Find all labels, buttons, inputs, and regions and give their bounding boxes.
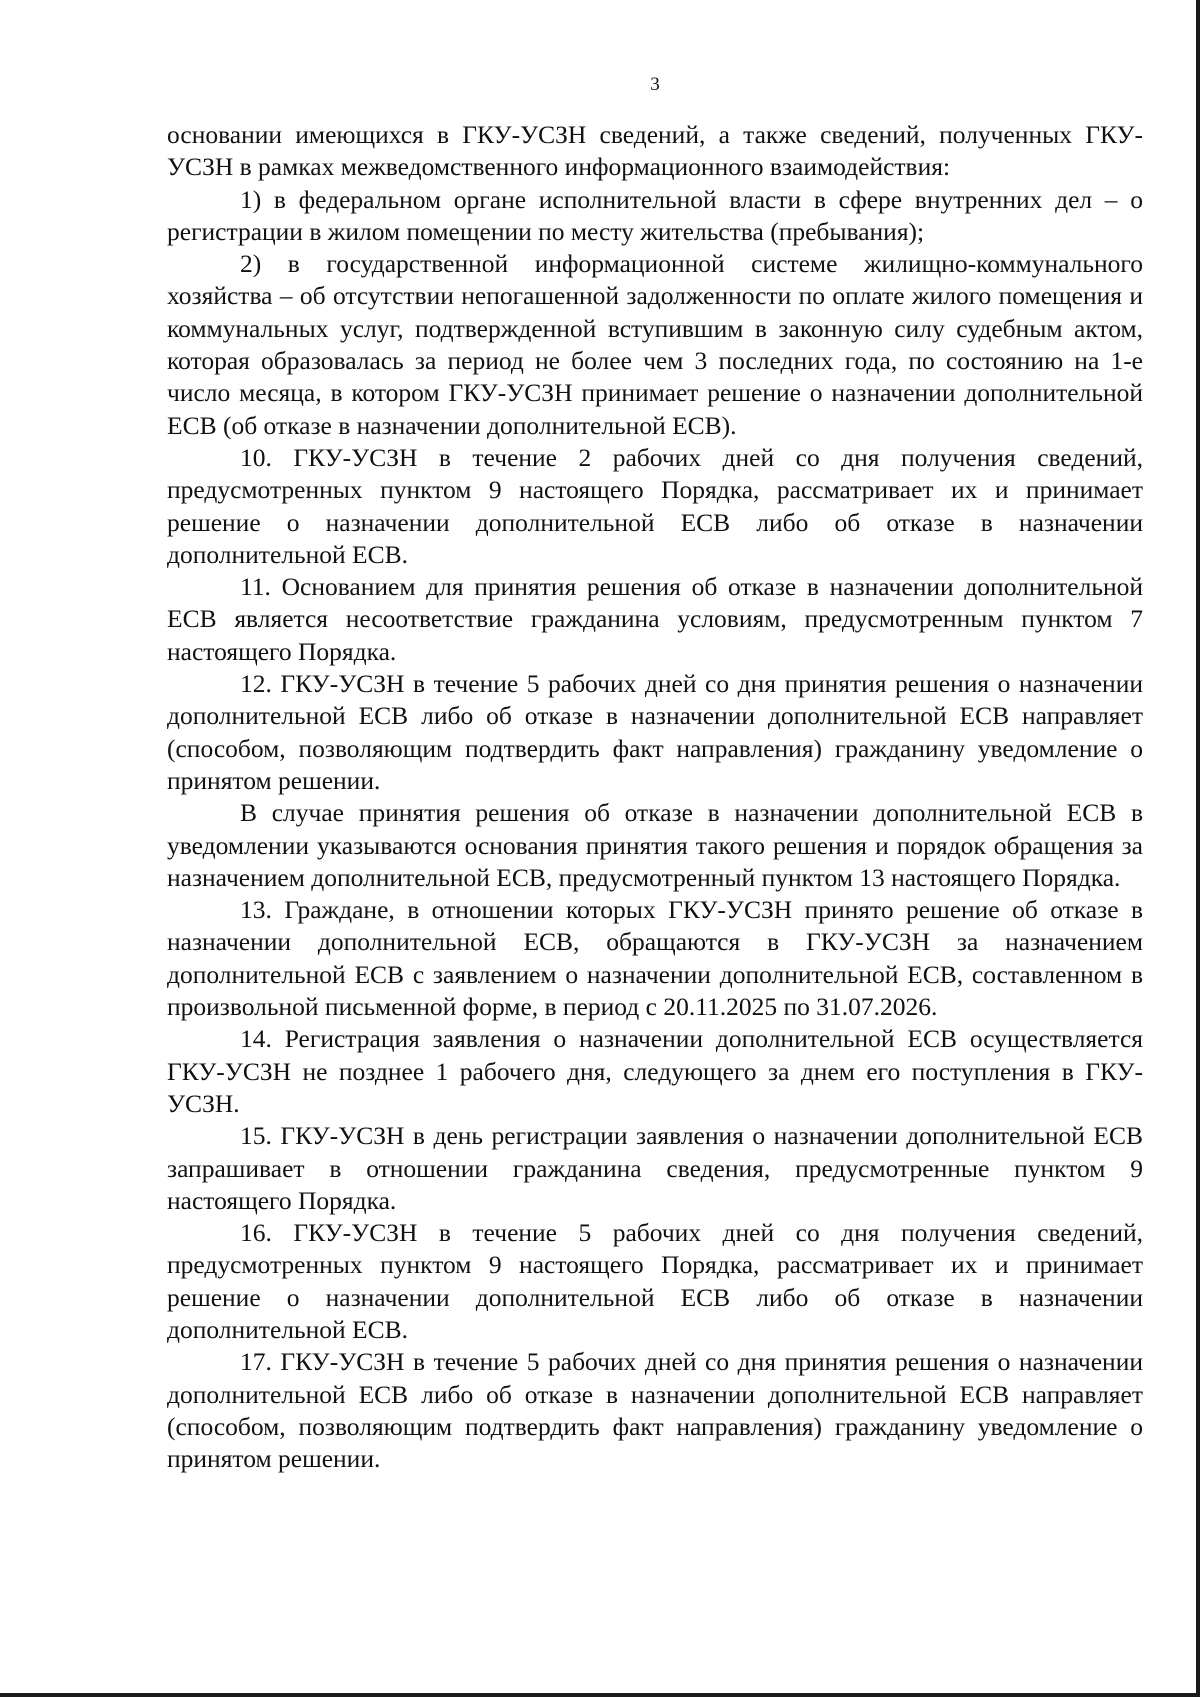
page-edge-bottom (0, 1693, 1200, 1697)
paragraph-continuation: основании имеющихся в ГКУ-УСЗН сведений, а также сведений, полученных ГКУ-УСЗН в рамках межведомственного информационного взаимодействия: (167, 120, 1143, 182)
paragraph-item-14: 14. Регистрация заявления о назначении дополнительной ЕСВ осуществляется ГКУ-УСЗН не позднее 1 рабочего дня, следующего за днем его поступления в ГКУ-УСЗН. (167, 1024, 1143, 1118)
page-number: 3 (650, 74, 660, 95)
paragraph-item-12-refusal: В случае принятия решения об отказе в назначении дополнительной ЕСВ в уведомлении указываются основания принятия такого решения и порядок обращения за назначением дополнительной ЕСВ, предусмотренный пунктом 13 настоящего Порядка. (167, 798, 1143, 892)
paragraph-subitem-1: 1) в федеральном органе исполнительной власти в сфере внутренних дел – о регистрации в жилом помещении по месту жительства (пребывания); (167, 184, 1143, 246)
paragraph-item-15: 15. ГКУ-УСЗН в день регистрации заявления о назначении дополнительной ЕСВ запрашивает в отношении гражданина сведения, предусмотренные пунктом 9 настоящего Порядка. (167, 1121, 1143, 1215)
paragraph-subitem-2: 2) в государственной информационной системе жилищно-коммунального хозяйства – об отсутствии непогашенной задолженности по оплате жилого помещения и коммунальных услуг, подтвержденной вступившим в законную силу судебным актом, которая образовалась за период не более чем 3 последних года, по состоянию на 1-е число месяца, в котором ГКУ-УСЗН принимает решение о назначении дополнительной ЕСВ (об отказе в назначении дополнительной ЕСВ). (167, 249, 1143, 440)
paragraph-item-17: 17. ГКУ-УСЗН в течение 5 рабочих дней со дня принятия решения о назначении дополнительной ЕСВ либо об отказе в назначении дополнительной ЕСВ направляет (способом, позволяющим подтвердить факт направления) гражданину уведомление о принятом решении. (167, 1347, 1143, 1474)
document-body (167, 119, 1143, 1475)
page-edge-right (1196, 0, 1200, 1697)
paragraph-item-10: 10. ГКУ-УСЗН в течение 2 рабочих дней со дня получения сведений, предусмотренных пунктом 9 настоящего Порядка, рассматривает их и принимает решение о назначении дополнительной ЕСВ либо об отказе в назначении дополнительной ЕСВ. (167, 442, 1143, 569)
paragraph-item-11: 11. Основанием для принятия решения об отказе в назначении дополнительной ЕСВ является несоответствие гражданина условиям, предусмотренным пунктом 7 настоящего Порядка. (167, 572, 1143, 666)
paragraph-item-16: 16. ГКУ-УСЗН в течение 5 рабочих дней со дня получения сведений, предусмотренных пунктом 9 настоящего Порядка, рассматривает их и принимает решение о назначении дополнительной ЕСВ либо об отказе в назначении дополнительной ЕСВ. (167, 1218, 1143, 1344)
paragraph-item-12: 12. ГКУ-УСЗН в течение 5 рабочих дней со дня принятия решения о назначении дополнительной ЕСВ либо об отказе в назначении дополнительной ЕСВ направляет (способом, позволяющим подтвердить факт направления) гражданину уведомление о принятом решении. (167, 669, 1143, 795)
paragraph-item-13: 13. Граждане, в отношении которых ГКУ-УСЗН принято решение об отказе в назначении дополнительной ЕСВ, обращаются в ГКУ-УСЗН за назначением дополнительной ЕСВ с заявлением о назначении дополнительной ЕСВ, составленном в произвольной письменной форме, в период с 20.11.2025 по 31.07.2026. (167, 895, 1143, 1022)
